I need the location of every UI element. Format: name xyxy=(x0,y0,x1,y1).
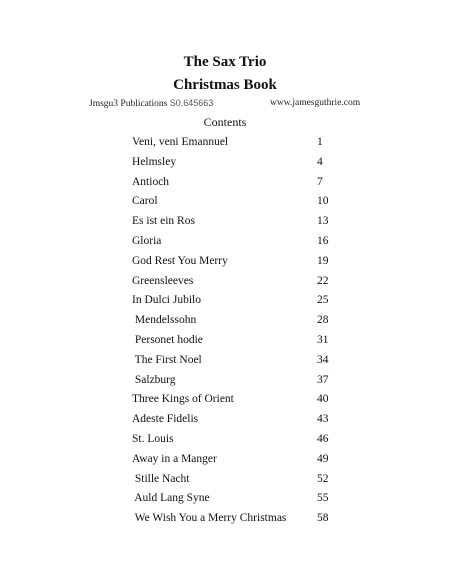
toc-entry-page: 16 xyxy=(317,235,329,247)
toc-entry-title: Salzburg xyxy=(132,373,176,386)
toc-entry-page: 34 xyxy=(317,353,329,366)
toc-entry-page: 43 xyxy=(317,413,329,426)
toc-entry-page: 19 xyxy=(317,254,329,267)
toc-entry-page: 49 xyxy=(317,452,329,465)
toc-entry-title: Away in a Manger xyxy=(132,452,217,465)
website-text: www.jamesguthrie.com xyxy=(270,98,361,108)
catalog-code: S0.645663 xyxy=(169,98,214,108)
toc-entry-title: Antioch xyxy=(132,175,170,188)
toc-row xyxy=(0,510,450,526)
toc-entry-page: 4 xyxy=(317,155,323,168)
toc-entry-title: Mendelssohn xyxy=(132,314,197,327)
toc-row xyxy=(0,134,450,150)
toc-entry-title: Auld Lang Syne xyxy=(132,492,210,505)
toc-row xyxy=(0,431,450,447)
toc-row xyxy=(0,411,450,427)
toc-row xyxy=(0,312,450,328)
toc-entry-page: 55 xyxy=(317,492,329,505)
toc-entry-title: God Rest You Merry xyxy=(132,254,228,267)
toc-entry-page: 37 xyxy=(317,373,329,386)
toc-entry-page: 58 xyxy=(317,512,329,525)
toc-row xyxy=(0,451,450,467)
toc-entry-page: 46 xyxy=(317,433,329,445)
toc-entry-title: Es ist ein Ros xyxy=(132,215,195,228)
toc-entry-page: 28 xyxy=(317,314,329,327)
toc-entry-title: Three Kings of Orient xyxy=(132,393,234,406)
toc-entry-page: 1 xyxy=(317,136,323,148)
toc-entry-title: The First Noel xyxy=(132,353,202,366)
toc-entry-title: Carol xyxy=(132,195,158,208)
toc-entry-title: Gloria xyxy=(132,235,162,247)
toc-entry-page: 52 xyxy=(317,472,329,485)
toc-entry-title: In Dulci Jubilo xyxy=(132,294,201,307)
toc-entry-page: 31 xyxy=(317,334,329,346)
toc-entry-title: We Wish You a Merry Christmas xyxy=(132,512,287,525)
contents-heading: Contents xyxy=(203,115,247,129)
toc-row xyxy=(0,253,450,269)
toc-row xyxy=(0,213,450,229)
toc-entry-page: 13 xyxy=(317,215,329,228)
publisher-line xyxy=(89,97,213,110)
toc-entry-title: Greensleeves xyxy=(132,274,194,287)
toc-row xyxy=(0,471,450,487)
toc-row xyxy=(0,193,450,209)
toc-row xyxy=(0,233,450,249)
toc-entry-page: 22 xyxy=(317,274,329,287)
toc-entry-page: 10 xyxy=(317,195,329,208)
toc-row xyxy=(0,292,450,308)
toc-row xyxy=(0,174,450,190)
toc-row xyxy=(0,352,450,368)
toc-row xyxy=(0,372,450,388)
toc-row xyxy=(0,273,450,289)
toc-row xyxy=(0,154,450,170)
toc-entry-title: Veni, veni Emannuel xyxy=(132,136,229,148)
toc-row xyxy=(0,332,450,348)
document-title: The Sax Trio xyxy=(183,54,267,70)
toc-row xyxy=(0,391,450,407)
publisher-name: Jmsgu3 Publications xyxy=(89,99,168,109)
toc-entry-title: Adeste Fidelis xyxy=(132,413,199,426)
toc-entry-title: Personet hodie xyxy=(132,334,203,346)
toc-row xyxy=(0,490,450,506)
toc-entry-page: 7 xyxy=(317,175,323,188)
toc-entry-title: Helmsley xyxy=(132,155,177,168)
toc-entry-page: 40 xyxy=(317,393,329,406)
document-subtitle: Christmas Book xyxy=(173,77,277,93)
toc-entry-title: Stille Nacht xyxy=(132,472,190,485)
toc-entry-page: 25 xyxy=(317,294,329,307)
toc-entry-title: St. Louis xyxy=(132,433,174,445)
